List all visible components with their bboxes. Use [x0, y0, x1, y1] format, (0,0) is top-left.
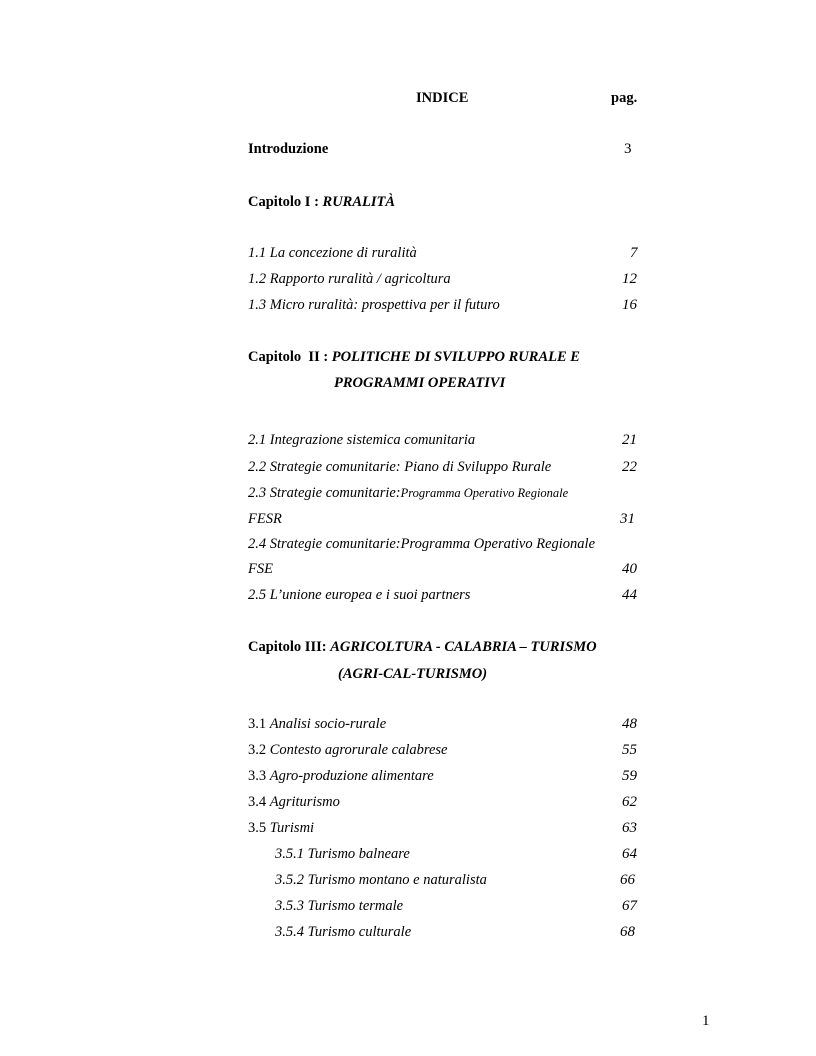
toc-item — [248, 794, 340, 811]
chapter1-prefix: Capitolo I : — [248, 194, 323, 210]
toc-item-label: 2.3 Strategie comunitarie: — [248, 485, 401, 501]
toc-item-number: 3.5 — [248, 820, 270, 836]
toc-item-number: 3.4 — [248, 794, 270, 810]
chapter3-heading — [248, 639, 597, 656]
toc-item: 1.1 La concezione di ruralità — [248, 245, 417, 261]
index-title: INDICE — [416, 90, 469, 106]
toc-item-continuation: FESR — [248, 511, 282, 527]
toc-item-number: 3.3 — [248, 768, 270, 784]
toc-item-label-small: Programma Operativo Regionale — [400, 486, 569, 500]
toc-item: 2.5 L’unione europea e i suoi partners — [248, 587, 471, 603]
toc-item-label: Turismi — [269, 820, 315, 836]
toc-page: 55 — [622, 742, 637, 758]
chapter2-title-line1: POLITICHE DI SVILUPPO RURALE E — [331, 349, 580, 365]
toc-item-label: Analisi socio-rurale — [269, 716, 387, 732]
toc-page: 67 — [622, 898, 637, 914]
toc-item-label: Agro-produzione alimentare — [269, 768, 434, 784]
toc-item-number: 3.1 — [248, 716, 270, 732]
toc-item-label: Agriturismo — [269, 794, 340, 810]
chapter3-title-line1: AGRICOLTURA - CALABRIA – TURISMO — [330, 639, 597, 655]
toc-item — [248, 485, 568, 502]
toc-item: 2.1 Integrazione sistemica comunitaria — [248, 432, 476, 448]
page-column-label: pag. — [611, 90, 638, 106]
toc-page: 22 — [622, 459, 637, 475]
chapter3-title-line2: (AGRI-CAL-TURISMO) — [338, 666, 488, 682]
chapter1-heading — [248, 194, 395, 211]
chapter1-title: RURALITÀ — [322, 194, 396, 210]
toc-item — [248, 768, 434, 785]
toc-subitem: 3.5.3 Turismo termale — [275, 898, 404, 914]
toc-page: 59 — [622, 768, 637, 784]
chapter2-title-line2: PROGRAMMI OPERATIVI — [334, 375, 506, 391]
chapter2-heading — [248, 349, 580, 366]
toc-page: 44 — [622, 587, 637, 603]
toc-item: 1.2 Rapporto ruralità / agricoltura — [248, 271, 451, 287]
toc-item — [248, 716, 386, 733]
toc-page: 62 — [622, 794, 637, 810]
toc-item-continuation: FSE — [248, 561, 273, 577]
toc-page: 7 — [630, 245, 638, 261]
toc-page: 64 — [622, 846, 637, 862]
intro-page: 3 — [624, 141, 632, 157]
toc-item — [248, 820, 314, 837]
toc-item-label: Contesto agrorurale calabrese — [269, 742, 448, 758]
toc-page: 40 — [622, 561, 637, 577]
toc-subitem: 3.5.2 Turismo montano e naturalista — [275, 872, 487, 888]
intro-label: Introduzione — [248, 141, 329, 157]
toc-page: 68 — [620, 924, 635, 940]
toc-subitem: 3.5.1 Turismo balneare — [275, 846, 410, 862]
toc-item: 2.2 Strategie comunitarie: Piano di Sviluppo Rurale — [248, 459, 552, 475]
toc-item — [248, 742, 448, 759]
toc-page: 48 — [622, 716, 637, 732]
chapter3-prefix: Capitolo III: — [248, 639, 331, 655]
toc-item: 1.3 Micro ruralità: prospettiva per il futuro — [248, 297, 500, 313]
toc-page: 63 — [622, 820, 637, 836]
toc-page: 12 — [622, 271, 637, 287]
toc-page: 31 — [620, 511, 635, 527]
toc-page: 16 — [622, 297, 637, 313]
toc-item: 2.4 Strategie comunitarie:Programma Operativo Regionale — [248, 536, 596, 552]
toc-subitem: 3.5.4 Turismo culturale — [275, 924, 412, 940]
toc-page: 66 — [620, 872, 635, 888]
toc-item-number: 3.2 — [248, 742, 270, 758]
toc-page: 21 — [622, 432, 637, 448]
page-number: 1 — [702, 1013, 710, 1029]
chapter2-prefix: Capitolo II : — [248, 349, 332, 365]
